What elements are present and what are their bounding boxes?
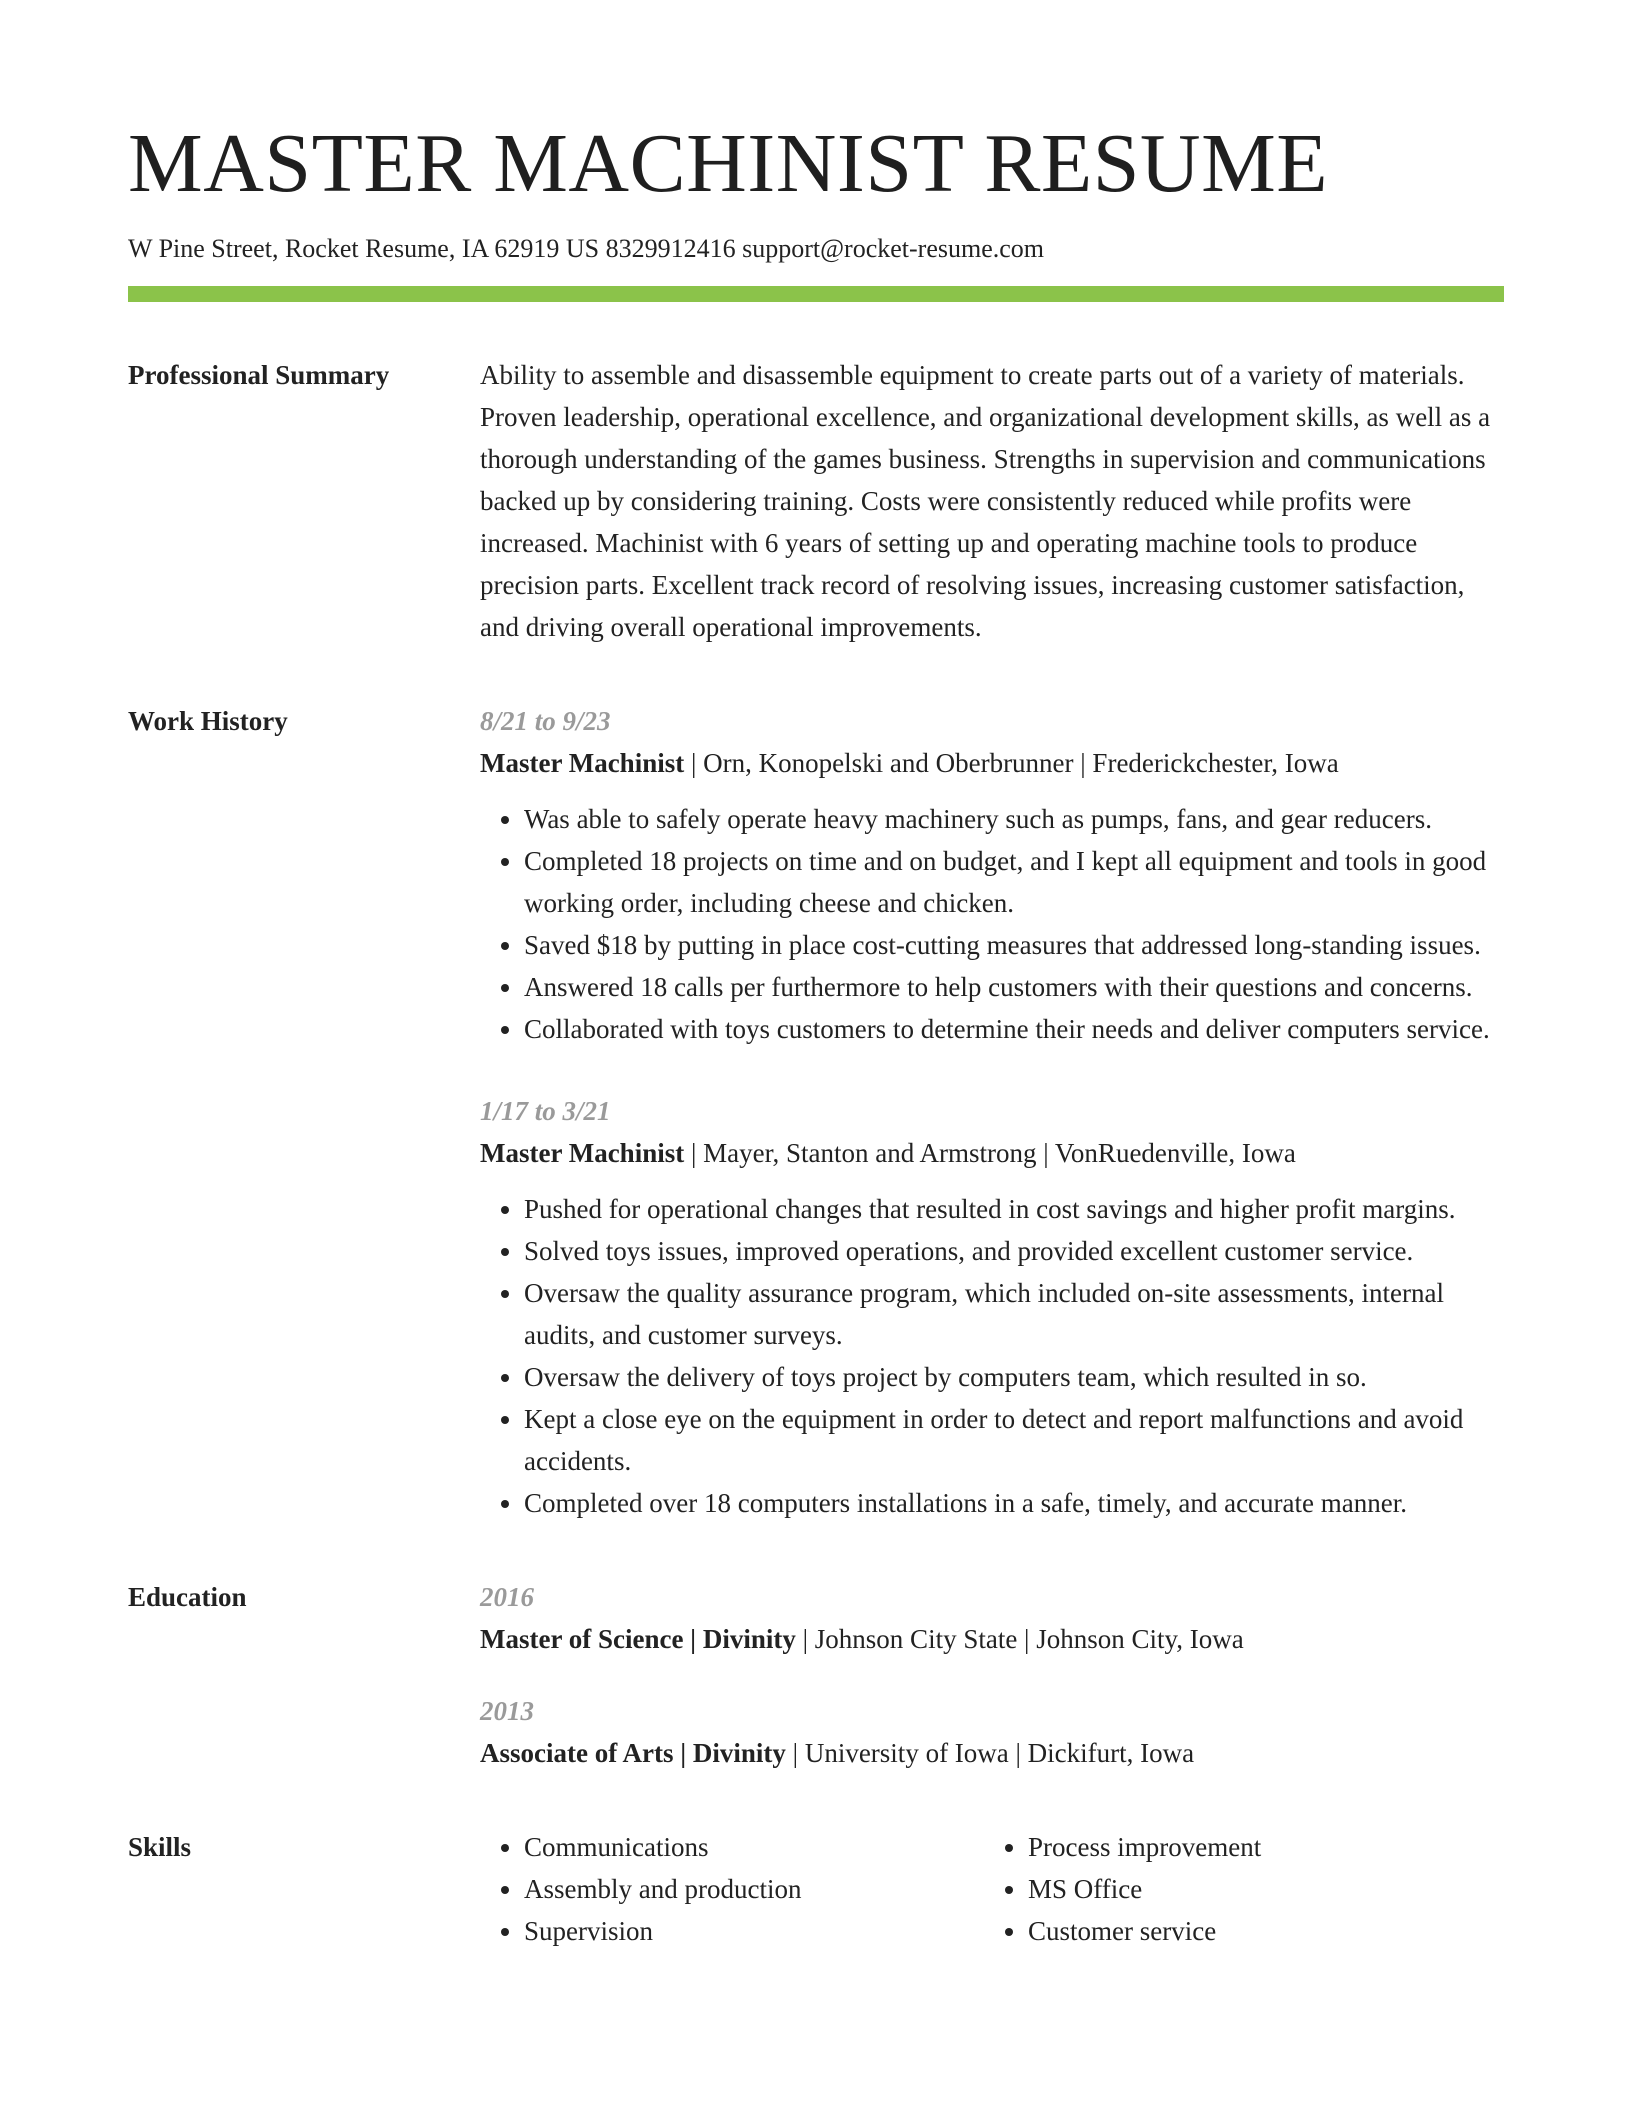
skill-item: • Supervision xyxy=(524,1910,984,1952)
work-history-label: Work History xyxy=(128,706,288,737)
skill-item: • Process improvement xyxy=(1028,1826,1261,1868)
job-bullets xyxy=(480,798,1504,1050)
job-entry xyxy=(480,1090,1504,1524)
summary-label: Professional Summary xyxy=(128,360,390,391)
education-line xyxy=(480,1732,1504,1774)
skill-item: • Customer service xyxy=(1028,1910,1261,1952)
job-bullets xyxy=(480,1188,1504,1524)
education-entry xyxy=(480,1576,1504,1660)
contact-phone: 8329912416 xyxy=(605,234,736,264)
job-bullet: • Saved $18 by putting in place cost-cutting measures that addressed long-standing issues. xyxy=(524,924,1504,966)
job-bullet: • Solved toys issues, improved operations, and provided excellent customer service. xyxy=(524,1230,1504,1272)
work-history-section xyxy=(128,700,1504,1524)
summary-body xyxy=(480,354,1504,648)
education-body xyxy=(480,1576,1504,1774)
job-entry xyxy=(480,700,1504,1050)
skill-item: • Assembly and production xyxy=(524,1868,984,1910)
resume-title: MASTER MACHINIST RESUME xyxy=(128,117,1329,210)
skills-list-left xyxy=(480,1826,984,1952)
education-details: | University of Iowa | Dickifurt, Iowa xyxy=(785,1738,1195,1769)
education-entry xyxy=(480,1690,1504,1774)
job-role-line xyxy=(480,1132,1504,1174)
job-dates: 8/21 to 9/23 xyxy=(480,706,611,737)
education-line xyxy=(480,1618,1504,1660)
education-label: Education xyxy=(128,1582,247,1613)
education-year: 2016 xyxy=(480,1582,534,1613)
education-degree: Associate of Arts | Divinity xyxy=(480,1738,786,1769)
job-dates: 1/17 to 3/21 xyxy=(480,1096,611,1127)
job-bullet: • Completed over 18 computers installations in a safe, timely, and accurate manner. xyxy=(524,1482,1504,1524)
job-bullet: • Answered 18 calls per furthermore to help customers with their questions and concerns. xyxy=(524,966,1504,1008)
summary-text: Ability to assemble and disassemble equipment to create parts out of a variety of materials. Proven leadership, operational excellence, and organizational development skills, as well as a thorough understanding of the games business. Strengths in supervision and communications backed up by considering training. Costs were consistently reduced while profits were increased. Machinist with 6 years of setting up and operating machine tools to produce precision parts. Excellent track record of resolving issues, increasing customer satisfaction, and driving overall operational improvements. xyxy=(480,360,1491,643)
education-year: 2013 xyxy=(480,1696,534,1727)
skills-label: Skills xyxy=(128,1832,192,1863)
job-bullet: • Oversaw the quality assurance program, which included on-site assessments, internal audits, and customer surveys. xyxy=(524,1272,1504,1356)
resume-page xyxy=(128,118,1504,1952)
job-bullet: • Was able to safely operate heavy machinery such as pumps, fans, and gear reducers. xyxy=(524,798,1504,840)
job-details: | Mayer, Stanton and Armstrong | VonRuedenville, Iowa xyxy=(684,1138,1296,1169)
summary-section xyxy=(128,354,1504,648)
header-divider xyxy=(128,286,1504,302)
job-title: Master Machinist xyxy=(480,748,685,779)
skill-item: • MS Office xyxy=(1028,1868,1261,1910)
contact-line xyxy=(128,234,1504,264)
job-bullet: • Kept a close eye on the equipment in order to detect and report malfunctions and avoid accidents. xyxy=(524,1398,1504,1482)
skills-list-right xyxy=(984,1826,1261,1952)
job-bullet: • Completed 18 projects on time and on budget, and I kept all equipment and tools in good working order, including cheese and chicken. xyxy=(524,840,1504,924)
skill-item: • Communications xyxy=(524,1826,984,1868)
education-degree: Master of Science | Divinity xyxy=(480,1624,796,1655)
education-details: | Johnson City State | Johnson City, Iowa xyxy=(795,1624,1244,1655)
contact-email: support@rocket-resume.com xyxy=(742,234,1045,264)
job-details: | Orn, Konopelski and Oberbrunner | Frederickchester, Iowa xyxy=(684,748,1339,779)
job-title: Master Machinist xyxy=(480,1138,685,1169)
skills-section xyxy=(128,1826,1504,1952)
job-bullet: • Collaborated with toys customers to determine their needs and deliver computers service. xyxy=(524,1008,1504,1050)
job-bullet: • Oversaw the delivery of toys project by computers team, which resulted in so. xyxy=(524,1356,1504,1398)
work-history-body xyxy=(480,700,1504,1524)
contact-address: W Pine Street, Rocket Resume, IA 62919 US xyxy=(128,234,600,264)
education-section xyxy=(128,1576,1504,1774)
job-bullet: • Pushed for operational changes that resulted in cost savings and higher profit margins. xyxy=(524,1188,1504,1230)
job-role-line xyxy=(480,742,1504,784)
skills-body xyxy=(480,1826,1504,1952)
